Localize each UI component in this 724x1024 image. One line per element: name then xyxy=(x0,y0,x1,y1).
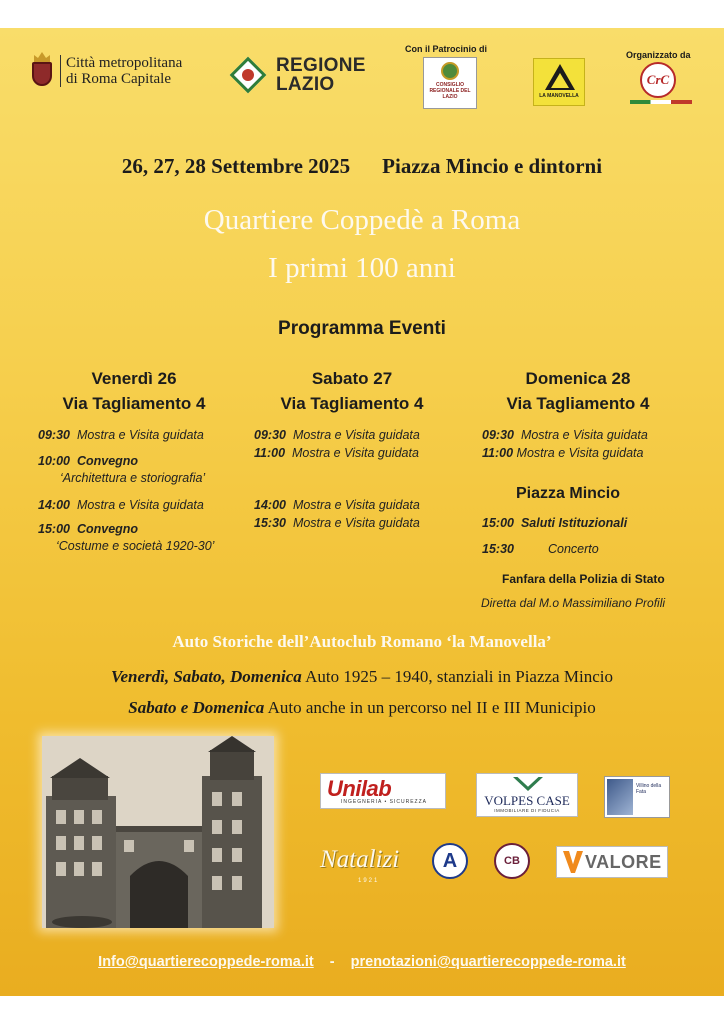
saturday-event-1: 09:30 Mostra e Visita guidata xyxy=(254,428,420,442)
piazza-mincio-heading: Piazza Mincio xyxy=(516,485,621,502)
volpes-text: VOLPES CASE xyxy=(484,793,570,808)
italian-flag-stripe xyxy=(630,100,692,104)
volpes-roof-icon xyxy=(513,777,543,791)
regione-emblem-icon xyxy=(230,57,266,93)
sunday-day: Domenica 28 xyxy=(525,369,631,388)
manovella-logo xyxy=(533,58,585,106)
natalizi-year: 1921 xyxy=(358,878,380,884)
main-title: Quartiere Coppedè a Roma xyxy=(203,204,521,236)
volpes-case-logo xyxy=(476,773,578,817)
valore-text: VALORE xyxy=(585,852,662,872)
saturday-event-3: 14:00 Mostra e Visita guidata xyxy=(254,498,420,512)
sunday-piazza-event-2: 15:30 Concerto xyxy=(482,542,599,556)
contact-footer xyxy=(0,954,724,970)
sunday-place: Via Tagliamento 4 xyxy=(506,394,650,413)
unilab-subtext: INGEGNERIA • SICUREZZA xyxy=(341,799,427,805)
unilab-text: Unilab xyxy=(327,776,392,801)
info-email-link[interactable]: Info@quartierecoppede-roma.it xyxy=(98,954,314,970)
saturday-place: Via Tagliamento 4 xyxy=(280,394,424,413)
building-illustration xyxy=(42,736,274,928)
organizer-logo-text: CrC xyxy=(640,62,676,98)
footer-separator: - xyxy=(329,954,335,970)
fanfara-text: Fanfara della Polizia di Stato xyxy=(502,572,665,586)
friday-event-4: 15:00 Convegno xyxy=(38,522,139,536)
manovella-text: LA MANOVELLA xyxy=(539,93,579,99)
regione-line1: REGIONE xyxy=(276,55,366,76)
friday-event-1: 09:30 Mostra e Visita guidata xyxy=(38,428,204,442)
sunday-piazza-event-1: 15:00 Saluti Istituzionali xyxy=(482,516,628,530)
unilab-logo xyxy=(320,773,446,809)
friday-header xyxy=(44,366,224,416)
organizer-logo xyxy=(630,62,692,108)
citta-metropolitana-logo xyxy=(30,52,182,90)
friday-event-4-detail: ‘Costume e società 1920-30’ xyxy=(56,539,215,553)
consiglio-text: CONSIGLIO REGIONALE DEL LAZIO xyxy=(429,82,471,100)
friday-event-2: 10:00 Convegno xyxy=(38,454,139,468)
saturday-event-2: 11:00 Mostra e Visita guidata xyxy=(254,446,419,460)
natalizi-logo xyxy=(320,840,416,888)
friday-place: Via Tagliamento 4 xyxy=(62,394,206,413)
programma-heading: Programma Eventi xyxy=(278,318,446,339)
patrocinio-label: Con il Patrocinio di xyxy=(405,44,488,54)
valore-logo xyxy=(556,846,668,878)
dates-line xyxy=(0,154,724,179)
friday-event-3: 14:00 Mostra e Visita guidata xyxy=(38,498,204,512)
consiglio-regionale-logo xyxy=(423,57,477,109)
cb-logo: CB xyxy=(494,843,530,879)
villino-fata-logo xyxy=(604,776,670,818)
valore-v-icon xyxy=(563,851,583,873)
booking-email-link[interactable]: prenotazioni@quartierecoppede-roma.it xyxy=(350,954,626,970)
aac-logo: A xyxy=(432,843,468,879)
citta-line2: di Roma Capitale xyxy=(66,71,171,87)
saturday-day: Sabato 27 xyxy=(311,369,393,388)
villino-text: Villino della Fata xyxy=(636,783,662,795)
villino-image-icon xyxy=(607,779,633,815)
coppede-building-photo xyxy=(42,736,274,928)
regione-lazio-logo xyxy=(230,56,366,94)
sunday-event-2: 11:00 Mostra e Visita guidata xyxy=(482,446,644,460)
auto-line-2: Sabato e Domenica Auto anche in un percorso nel II e III Municipio xyxy=(128,698,596,717)
auto-storiche-title: Auto Storiche dell’Autoclub Romano ‘la Manovella’ xyxy=(172,632,552,651)
natalizi-text: Natalizi xyxy=(320,846,400,873)
diretta-text: Diretta dal M.o Massimiliano Profili xyxy=(481,596,666,610)
friday-event-2-detail: ‘Architettura e storiografia’ xyxy=(60,471,206,485)
event-dates: 26, 27, 28 Settembre 2025 xyxy=(121,154,351,178)
saturday-event-4: 15:30 Mostra e Visita guidata xyxy=(254,516,420,530)
roma-crest-icon xyxy=(30,52,54,90)
citta-line1: Città metropolitana xyxy=(66,55,183,71)
organizzato-label: Organizzato da xyxy=(626,50,691,60)
event-place: Piazza Mincio e dintorni xyxy=(382,154,603,178)
regione-line2: LAZIO xyxy=(276,74,335,95)
saturday-header xyxy=(262,366,442,416)
main-subtitle: I primi 100 anni xyxy=(268,252,456,284)
consiglio-emblem-icon xyxy=(441,62,459,80)
volpes-subtext: IMMOBILIARE DI FIDUCIA xyxy=(494,808,560,813)
sunday-event-1: 09:30 Mostra e Visita guidata xyxy=(482,428,648,442)
event-poster xyxy=(0,28,724,996)
sunday-header xyxy=(488,366,668,416)
friday-day: Venerdì 26 xyxy=(91,369,177,388)
auto-line-1: Venerdì, Sabato, Domenica Auto 1925 – 1940, stanziali in Piazza Mincio xyxy=(111,667,613,686)
